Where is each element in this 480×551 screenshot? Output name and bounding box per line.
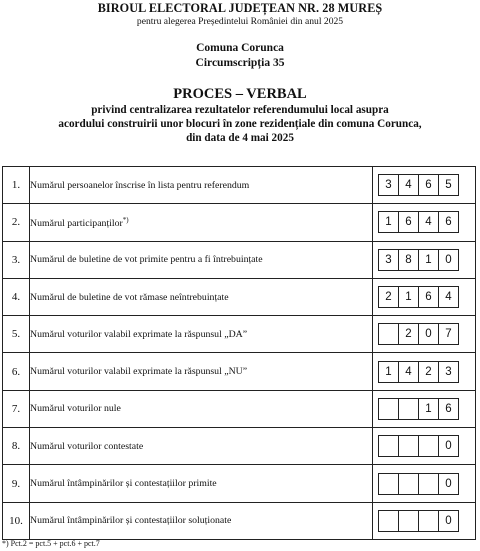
digit-box [418, 510, 439, 532]
row-label-cell [30, 502, 373, 539]
row-label: Numărul întâmpinărilor și contestațiilor primite [30, 478, 217, 490]
row-number: 6. [3, 353, 30, 390]
digit-box [378, 323, 399, 345]
row-label: Numărul voturilor nule [30, 403, 121, 415]
digit-box: 2 [398, 323, 419, 345]
election-subtitle: pentru alegerea Președintelui României din anul 2025 [136, 16, 344, 27]
digit-boxes [378, 249, 475, 271]
row-value-cell [373, 316, 476, 353]
commune-name: Comuna Corunca [196, 42, 284, 54]
digit-boxes [378, 473, 475, 495]
table-row [3, 316, 476, 353]
digit-box: 6 [418, 174, 439, 196]
digit-boxes [378, 286, 475, 308]
row-number: 7. [3, 390, 30, 427]
row-value-cell [373, 278, 476, 315]
row-number: 9. [3, 465, 30, 502]
digit-box [378, 510, 399, 532]
row-number: 2. [3, 204, 30, 241]
digit-box: 3 [438, 361, 459, 383]
digit-box [398, 435, 419, 457]
footnote-marker: *) [122, 215, 129, 224]
digit-box: 4 [398, 174, 419, 196]
row-label: Numărul voturilor valabil exprimate la răspunsul „NU” [30, 366, 248, 378]
digit-boxes [378, 211, 475, 233]
digit-box: 1 [398, 286, 419, 308]
description-line-1: privind centralizarea rezultatelor referendumului local asupra [91, 104, 389, 116]
results-table [2, 166, 476, 540]
digit-box: 7 [438, 323, 459, 345]
row-value-cell [373, 241, 476, 278]
digit-box: 4 [418, 211, 439, 233]
digit-box [398, 510, 419, 532]
digit-box: 6 [418, 286, 439, 308]
row-label: Numărul de buletine de vot rămase neîntrebuințate [30, 291, 229, 303]
digit-box [418, 473, 439, 495]
row-number: 10. [3, 502, 30, 539]
table-row [3, 502, 476, 539]
row-label: Numărul întâmpinărilor și contestațiilor soluționate [30, 515, 232, 527]
digit-box: 1 [378, 211, 399, 233]
row-value-cell [373, 465, 476, 502]
table-row [3, 278, 476, 315]
digit-box: 0 [418, 323, 439, 345]
digit-boxes [378, 323, 475, 345]
row-label-cell [30, 167, 373, 204]
bureau-title: BIROUL ELECTORAL JUDEȚEAN NR. 28 MUREȘ [97, 1, 383, 15]
row-number: 1. [3, 167, 30, 204]
digit-box: 2 [418, 361, 439, 383]
digit-box: 0 [438, 473, 459, 495]
digit-box: 2 [378, 286, 399, 308]
row-label: Numărul de buletine de vot primite pentru a fi întrebuințate [30, 254, 263, 266]
digit-boxes [378, 398, 475, 420]
digit-box: 4 [438, 286, 459, 308]
digit-boxes [378, 174, 475, 196]
digit-box: 6 [438, 398, 459, 420]
footnote: *) Pct.2 = pct.5 + pct.6 + pct.7 [2, 539, 100, 548]
table-row [3, 390, 476, 427]
digit-box: 8 [398, 249, 419, 271]
row-label-cell [30, 353, 373, 390]
row-label-cell [30, 204, 373, 241]
row-value-cell [373, 204, 476, 241]
row-label: Numărul persoanelor înscrise în lista pentru referendum [30, 179, 250, 191]
row-number: 8. [3, 428, 30, 465]
digit-box: 3 [378, 174, 399, 196]
row-label-cell [30, 316, 373, 353]
table-row [3, 167, 476, 204]
table-row [3, 428, 476, 465]
row-label-cell [30, 278, 373, 315]
row-label-cell [30, 465, 373, 502]
digit-box: 6 [438, 211, 459, 233]
row-number: 5. [3, 316, 30, 353]
row-label-cell [30, 428, 373, 465]
digit-box [398, 398, 419, 420]
digit-box [398, 473, 419, 495]
digit-box: 6 [398, 211, 419, 233]
table-row [3, 353, 476, 390]
table-row [3, 204, 476, 241]
row-number: 3. [3, 241, 30, 278]
digit-box [378, 435, 399, 457]
document-description [0, 103, 480, 145]
digit-box: 0 [438, 249, 459, 271]
row-value-cell [373, 428, 476, 465]
constituency-name: Circumscripția 35 [195, 57, 285, 69]
row-number: 4. [3, 278, 30, 315]
digit-box: 1 [418, 249, 439, 271]
digit-box [378, 398, 399, 420]
digit-box [378, 473, 399, 495]
row-label: Numărul voturilor contestate [30, 440, 144, 452]
row-label-cell [30, 390, 373, 427]
row-label: Numărul participanților [30, 217, 123, 229]
digit-box: 1 [418, 398, 439, 420]
table-row [3, 241, 476, 278]
description-line-2: acordului construirii unor blocuri în zone rezidențiale din comuna Corunca, [58, 118, 422, 130]
digit-box: 4 [398, 361, 419, 383]
digit-box: 0 [438, 435, 459, 457]
table-row [3, 465, 476, 502]
digit-box [418, 435, 439, 457]
digit-box: 5 [438, 174, 459, 196]
digit-boxes [378, 361, 475, 383]
row-label: Numărul voturilor valabil exprimate la răspunsul „DA” [30, 328, 248, 340]
row-value-cell [373, 353, 476, 390]
digit-boxes [378, 510, 475, 532]
digit-box: 1 [378, 361, 399, 383]
row-value-cell [373, 390, 476, 427]
row-value-cell [373, 502, 476, 539]
digit-box: 3 [378, 249, 399, 271]
digit-boxes [378, 435, 475, 457]
document-type-title: PROCES – VERBAL [173, 86, 307, 102]
description-line-3: din data de 4 mai 2025 [186, 132, 294, 144]
digit-box: 0 [438, 510, 459, 532]
row-label-cell [30, 241, 373, 278]
row-value-cell [373, 167, 476, 204]
